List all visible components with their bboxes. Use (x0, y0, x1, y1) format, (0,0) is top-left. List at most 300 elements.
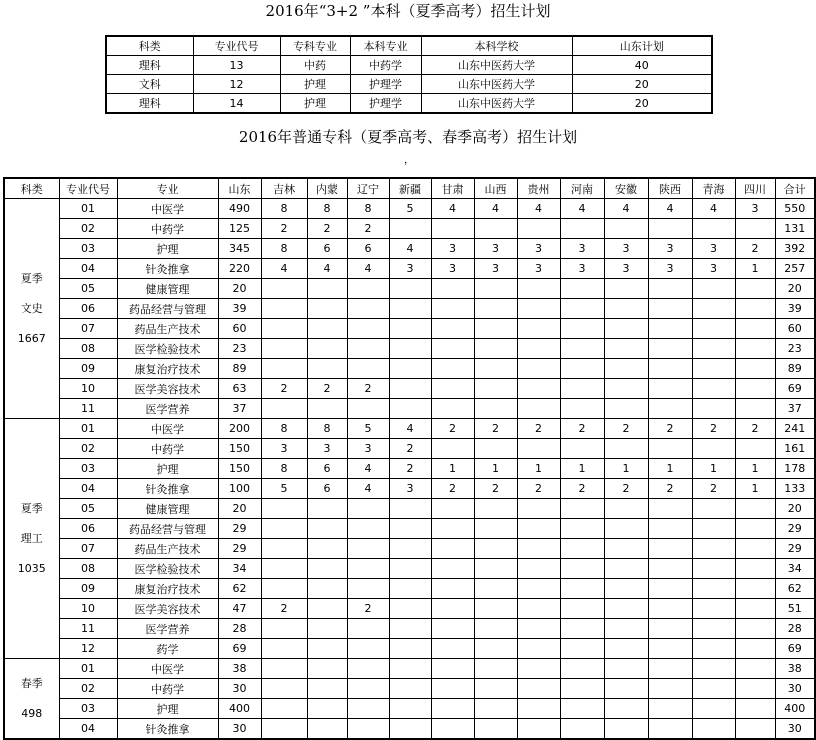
table-cell: 2 (307, 379, 347, 399)
table-cell: 2 (560, 479, 604, 499)
category-label: 夏季 (20, 501, 43, 515)
table-cell: 6 (307, 459, 347, 479)
table-cell (517, 579, 560, 599)
table-cell: 10 (59, 379, 117, 399)
table-cell (474, 299, 517, 319)
table-cell (517, 619, 560, 639)
table-cell: 2 (474, 479, 517, 499)
table-cell (560, 319, 604, 339)
table-cell: 29 (775, 539, 815, 559)
table-cell (347, 659, 389, 679)
table-cell: 11 (59, 399, 117, 419)
table-cell: 3 (347, 439, 389, 459)
table-cell (560, 359, 604, 379)
table-cell: 01 (59, 199, 117, 219)
table-cell: 04 (59, 479, 117, 499)
table-cell: 1 (735, 459, 775, 479)
table-cell (692, 719, 735, 740)
table-row (4, 439, 815, 459)
column-header: 专业代号 (59, 178, 117, 199)
table-cell (692, 339, 735, 359)
table-cell (560, 379, 604, 399)
table-row (4, 659, 815, 679)
table-row (4, 719, 815, 740)
table-cell: 3 (735, 199, 775, 219)
table-cell (431, 719, 474, 740)
table-cell (389, 719, 431, 740)
table-cell: 2 (560, 419, 604, 439)
table-cell: 3 (692, 259, 735, 279)
table-cell (560, 579, 604, 599)
table-cell: 3 (560, 259, 604, 279)
table-cell (560, 519, 604, 539)
table-cell (517, 439, 560, 459)
table-cell: 09 (59, 579, 117, 599)
table-cell: 178 (775, 459, 815, 479)
table-cell: 6 (307, 479, 347, 499)
table-cell (389, 279, 431, 299)
table-cell (389, 659, 431, 679)
table-cell (347, 719, 389, 740)
table-cell (648, 639, 692, 659)
table-cell (517, 279, 560, 299)
table-cell: 20 (218, 279, 261, 299)
table-cell (347, 519, 389, 539)
table-cell: 山东中医药大学 (421, 56, 572, 75)
table-cell: 医学营养 (117, 399, 218, 419)
table-cell: 3 (307, 439, 347, 459)
table-cell (474, 339, 517, 359)
table-cell (261, 399, 307, 419)
table-cell: 护理 (117, 459, 218, 479)
table-row (4, 419, 815, 439)
table-cell (431, 599, 474, 619)
table-cell (307, 719, 347, 740)
table-cell: 400 (218, 699, 261, 719)
table-cell: 257 (775, 259, 815, 279)
table-cell (648, 599, 692, 619)
table-cell (431, 559, 474, 579)
table-cell (604, 679, 648, 699)
table-cell (604, 559, 648, 579)
table-cell: 康复治疗技术 (117, 359, 218, 379)
table-cell (389, 299, 431, 319)
category-label: 春季 (20, 676, 43, 690)
table-row (4, 219, 815, 239)
table-cell: 2 (347, 599, 389, 619)
table-cell: 医学检验技术 (117, 339, 218, 359)
table-row (4, 539, 815, 559)
table-cell: 37 (775, 399, 815, 419)
table-cell (692, 699, 735, 719)
table-cell (604, 579, 648, 599)
table-cell: 4 (347, 479, 389, 499)
table-cell: 69 (775, 639, 815, 659)
table-cell (474, 399, 517, 419)
table-cell: 14 (193, 94, 280, 114)
table-cell: 医学美容技术 (117, 599, 218, 619)
table-cell (604, 219, 648, 239)
table-cell (347, 559, 389, 579)
table-cell: 2 (517, 479, 560, 499)
table-cell: 47 (218, 599, 261, 619)
table-row (106, 56, 712, 75)
table-cell: 37 (218, 399, 261, 419)
table-cell (261, 699, 307, 719)
table-cell: 38 (775, 659, 815, 679)
table-cell (347, 539, 389, 559)
table-cell (431, 679, 474, 699)
table-cell (347, 639, 389, 659)
table-cell: 150 (218, 439, 261, 459)
table-cell (389, 359, 431, 379)
table-cell (474, 699, 517, 719)
table-cell: 2 (604, 479, 648, 499)
table-cell (604, 399, 648, 419)
table-cell: 40 (572, 56, 712, 75)
column-header: 陕西 (648, 178, 692, 199)
table-cell (735, 539, 775, 559)
table-cell (560, 659, 604, 679)
table-row (4, 239, 815, 259)
table-cell (307, 579, 347, 599)
table-cell: 1 (560, 459, 604, 479)
table-cell: 中医学 (117, 199, 218, 219)
table-cell (648, 219, 692, 239)
category-cell (4, 419, 59, 659)
table-row (4, 619, 815, 639)
table-cell: 20 (218, 499, 261, 519)
table-cell (347, 319, 389, 339)
table-header-row (106, 36, 712, 56)
table-cell: 1 (735, 479, 775, 499)
table-cell: 康复治疗技术 (117, 579, 218, 599)
table-cell: 3 (648, 239, 692, 259)
table-cell (517, 219, 560, 239)
table-cell (692, 319, 735, 339)
table-cell (560, 599, 604, 619)
table-cell: 8 (307, 419, 347, 439)
table-cell (474, 679, 517, 699)
table-cell: 健康管理 (117, 499, 218, 519)
table-cell: 09 (59, 359, 117, 379)
table-cell (474, 499, 517, 519)
table-cell: 3 (604, 239, 648, 259)
table-cell: 护理 (117, 239, 218, 259)
table-cell: 中医学 (117, 419, 218, 439)
table-cell (735, 439, 775, 459)
table-cell (307, 359, 347, 379)
table-cell: 1 (735, 259, 775, 279)
table-cell (261, 659, 307, 679)
table-cell: 2 (431, 419, 474, 439)
table-cell (389, 619, 431, 639)
table-cell (431, 699, 474, 719)
table-cell (735, 219, 775, 239)
table-cell (517, 559, 560, 579)
table-cell: 护理学 (350, 75, 421, 94)
table-cell (517, 539, 560, 559)
table-cell: 12 (193, 75, 280, 94)
table-cell: 中药 (280, 56, 350, 75)
table-cell (431, 219, 474, 239)
table-cell (560, 619, 604, 639)
table-cell: 60 (218, 319, 261, 339)
table-cell: 1 (431, 459, 474, 479)
table-cell: 4 (389, 239, 431, 259)
table-cell: 4 (692, 199, 735, 219)
table-cell (261, 319, 307, 339)
table-row (4, 559, 815, 579)
table-cell (735, 579, 775, 599)
table-cell: 3 (604, 259, 648, 279)
table-cell (560, 559, 604, 579)
table-cell (517, 399, 560, 419)
table-cell (692, 619, 735, 639)
table-cell: 03 (59, 699, 117, 719)
table-cell (735, 519, 775, 539)
table-cell (692, 579, 735, 599)
table-cell: 2 (648, 479, 692, 499)
table-cell (604, 439, 648, 459)
table-row (4, 579, 815, 599)
table-cell (560, 499, 604, 519)
table-cell: 4 (517, 199, 560, 219)
table-row (4, 319, 815, 339)
table-cell: 2 (261, 379, 307, 399)
table-cell (347, 619, 389, 639)
table-cell (474, 619, 517, 639)
table-cell: 20 (775, 279, 815, 299)
table-cell: 04 (59, 719, 117, 740)
table-cell (474, 439, 517, 459)
table-cell: 2 (389, 459, 431, 479)
table-cell (692, 279, 735, 299)
table-cell: 2 (261, 219, 307, 239)
table-cell (735, 359, 775, 379)
table-cell (648, 379, 692, 399)
table-cell (735, 399, 775, 419)
table-cell (648, 619, 692, 639)
column-header: 青海 (692, 178, 735, 199)
table-cell (389, 399, 431, 419)
table-cell: 08 (59, 559, 117, 579)
column-header: 内蒙 (307, 178, 347, 199)
table-cell: 13 (193, 56, 280, 75)
table-cell (307, 539, 347, 559)
table-cell: 200 (218, 419, 261, 439)
table-cell (261, 299, 307, 319)
table-cell (431, 539, 474, 559)
table-cell (261, 679, 307, 699)
table-cell: 2 (517, 419, 560, 439)
table-cell: 3 (517, 259, 560, 279)
table-cell: 345 (218, 239, 261, 259)
table-cell: 4 (560, 199, 604, 219)
table-cell: 药品经营与管理 (117, 299, 218, 319)
table-cell (261, 619, 307, 639)
table-cell: 07 (59, 319, 117, 339)
table-row (4, 279, 815, 299)
table-cell: 392 (775, 239, 815, 259)
table-cell: 针灸推拿 (117, 719, 218, 740)
table-cell: 3 (474, 259, 517, 279)
table-cell (431, 659, 474, 679)
table-cell (604, 619, 648, 639)
table-cell (307, 559, 347, 579)
table-cell: 医学检验技术 (117, 559, 218, 579)
table-cell (648, 699, 692, 719)
table-cell (307, 299, 347, 319)
table-row (4, 479, 815, 499)
table-cell: 2 (648, 419, 692, 439)
column-header: 专科专业 (280, 36, 350, 56)
table-cell (307, 659, 347, 679)
table-cell: 4 (604, 199, 648, 219)
table-cell: 药品生产技术 (117, 539, 218, 559)
table-cell: 3 (692, 239, 735, 259)
table-cell: 中药学 (117, 219, 218, 239)
table-cell: 医学营养 (117, 619, 218, 639)
table-row (4, 299, 815, 319)
table-cell: 3 (474, 239, 517, 259)
table-cell (307, 519, 347, 539)
table-cell: 400 (775, 699, 815, 719)
table-cell: 34 (218, 559, 261, 579)
table-cell: 62 (218, 579, 261, 599)
table-cell (307, 339, 347, 359)
table-cell (347, 499, 389, 519)
table-cell (560, 439, 604, 459)
table-cell (692, 519, 735, 539)
table-cell (692, 399, 735, 419)
table-cell (517, 639, 560, 659)
table-cell (389, 319, 431, 339)
table-cell (389, 219, 431, 239)
benke-plan-table (105, 35, 713, 114)
table-cell (648, 359, 692, 379)
category-label: 498 (21, 706, 43, 720)
table-cell (307, 279, 347, 299)
table-cell (692, 219, 735, 239)
table-cell (431, 299, 474, 319)
table-cell (431, 439, 474, 459)
table-cell: 2 (692, 419, 735, 439)
table-row (4, 259, 815, 279)
table-cell: 30 (775, 719, 815, 740)
table-cell: 3 (389, 479, 431, 499)
table-cell (560, 719, 604, 740)
table-cell (261, 279, 307, 299)
table-cell: 30 (775, 679, 815, 699)
table-cell: 20 (775, 499, 815, 519)
table-cell (735, 719, 775, 740)
table-cell: 12 (59, 639, 117, 659)
table-cell (692, 439, 735, 459)
table-cell: 08 (59, 339, 117, 359)
table-cell (474, 719, 517, 740)
table-cell: 30 (218, 719, 261, 740)
table-cell (261, 499, 307, 519)
table-cell: 03 (59, 459, 117, 479)
table-row (4, 599, 815, 619)
table-cell (735, 299, 775, 319)
table-row (4, 379, 815, 399)
table-cell (307, 399, 347, 419)
table-cell: 28 (775, 619, 815, 639)
table-cell: 3 (431, 239, 474, 259)
table-cell: 药品经营与管理 (117, 519, 218, 539)
column-header: 贵州 (517, 178, 560, 199)
column-header: 新疆 (389, 178, 431, 199)
table-cell (648, 559, 692, 579)
table-cell: 63 (218, 379, 261, 399)
table-cell (517, 679, 560, 699)
table-cell: 针灸推拿 (117, 259, 218, 279)
table-cell: 550 (775, 199, 815, 219)
table-cell: 220 (218, 259, 261, 279)
table-cell (692, 539, 735, 559)
table-cell (261, 719, 307, 740)
table-cell: 3 (648, 259, 692, 279)
table-row (4, 359, 815, 379)
table-cell (560, 679, 604, 699)
column-header: 辽宁 (347, 178, 389, 199)
table-cell (474, 219, 517, 239)
table-cell (261, 579, 307, 599)
table-cell (431, 519, 474, 539)
table-cell: 2 (735, 239, 775, 259)
table-cell (431, 579, 474, 599)
table-cell (735, 319, 775, 339)
table-cell: 8 (261, 199, 307, 219)
table-cell (389, 499, 431, 519)
category-label: 文史 (20, 301, 43, 315)
table-cell: 8 (347, 199, 389, 219)
table-cell (604, 359, 648, 379)
table-cell: 28 (218, 619, 261, 639)
table-cell: 护理 (280, 94, 350, 114)
table-cell (735, 659, 775, 679)
table-cell: 133 (775, 479, 815, 499)
table-cell: 150 (218, 459, 261, 479)
table-cell (517, 599, 560, 619)
table-cell: 药学 (117, 639, 218, 659)
table-cell: 4 (648, 199, 692, 219)
table-cell: 1 (692, 459, 735, 479)
table-cell: 125 (218, 219, 261, 239)
column-header: 甘肃 (431, 178, 474, 199)
category-cell (4, 659, 59, 740)
table-cell: 23 (775, 339, 815, 359)
table-cell (517, 699, 560, 719)
table-cell (389, 639, 431, 659)
table-cell: 山东中医药大学 (421, 75, 572, 94)
table-cell: 06 (59, 299, 117, 319)
table-cell: 理科 (106, 56, 193, 75)
table-cell (474, 279, 517, 299)
table-cell: 6 (347, 239, 389, 259)
table-cell (261, 559, 307, 579)
table-cell: 中药学 (350, 56, 421, 75)
table-cell (604, 699, 648, 719)
table-cell (389, 519, 431, 539)
table-cell: 健康管理 (117, 279, 218, 299)
table-cell: 39 (775, 299, 815, 319)
column-header: 山东计划 (572, 36, 712, 56)
table-cell (431, 319, 474, 339)
table-cell (389, 699, 431, 719)
